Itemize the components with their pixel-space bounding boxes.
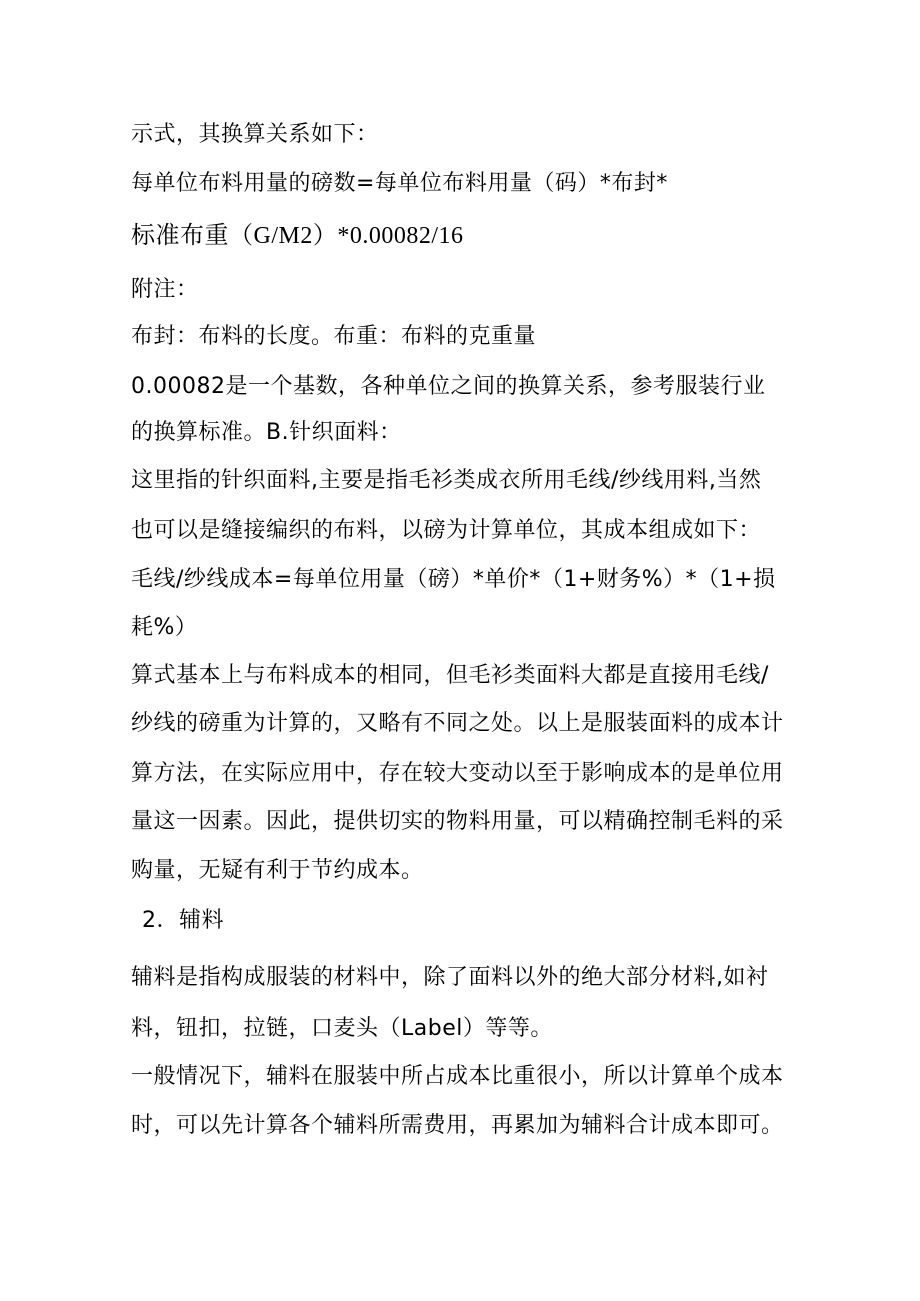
paragraph-line: 这里指的针织面料,主要是指毛衫类成衣所用毛线/纱线用料,当然 [131, 468, 762, 493]
paragraph-line: 示式，其换算关系如下： [131, 122, 379, 147]
paragraph-line: 量这一因素。因此，提供切实的物料用量，可以精确控制毛料的采 [131, 809, 784, 834]
paragraph-line: 布封：布料的长度。布重：布料的克重量 [131, 324, 537, 349]
paragraph-line: 耗%） [131, 615, 198, 640]
paragraph-line: 算方法，在实际应用中，存在较大变动以至于影响成本的是单位用 [131, 761, 784, 786]
formula-line: 标准布重（G/M2）*0.00082/16 [131, 223, 464, 249]
paragraph-line: 算式基本上与布料成本的相同，但毛衫类面料大都是直接用毛线/ [131, 663, 769, 688]
paragraph-line: 每单位布料用量的磅数=每单位布料用量（码）*布封* [131, 171, 668, 196]
paragraph-line: 0.00082是一个基数，各种单位之间的换算关系，参考服装行业 [131, 374, 766, 399]
paragraph-line: 的换算标准。B.针织面料： [131, 420, 402, 445]
note-heading: 附注： [131, 277, 199, 302]
paragraph-line: 料，钮扣，拉链，口麦头（Label）等等。 [131, 1016, 553, 1041]
paragraph-line: 购量，无疑有利于节约成本。 [131, 858, 424, 883]
paragraph-line: 纱线的磅重为计算的，又略有不同之处。以上是服装面料的成本计 [131, 711, 784, 736]
paragraph-line: 辅料是指构成服装的材料中，除了面料以外的绝大部分材料,如衬 [131, 965, 769, 990]
paragraph-line: 也可以是缝接编织的布料，以磅为计算单位，其成本组成如下： [131, 518, 762, 543]
section-heading: 2．辅料 [142, 908, 224, 933]
formula-line: 毛线/纱线成本=每单位用量（磅）*单价*（1+财务%）*（1+损 [131, 567, 776, 592]
paragraph-line: 一般情况下，辅料在服装中所占成本比重很小，所以计算单个成本 [131, 1064, 784, 1089]
paragraph-line: 时，可以先计算各个辅料所需费用，再累加为辅料合计成本即可。 [131, 1113, 784, 1138]
